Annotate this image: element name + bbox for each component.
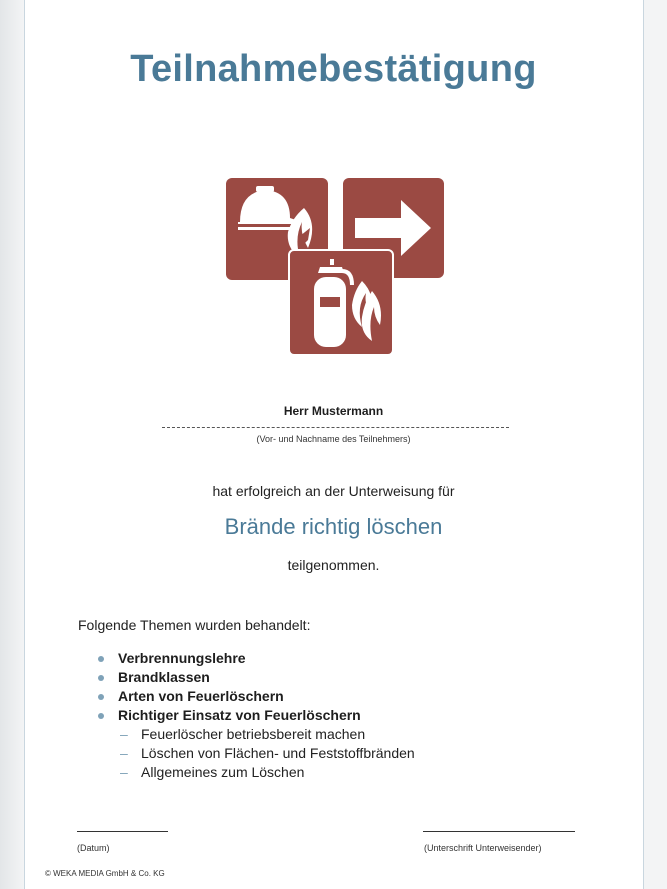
course-title: Brände richtig löschen (224, 514, 443, 539)
topic-label: Brandklassen (118, 669, 210, 685)
topic-label: Verbrennungslehre (118, 650, 246, 666)
dash-icon: – (120, 764, 128, 780)
dash-icon: – (120, 745, 128, 761)
certificate-title: Teilnahmebestätigung (130, 48, 537, 90)
subtopic-label: Feuerlöscher betriebsbereit machen (141, 726, 366, 742)
signature-line (423, 831, 575, 832)
participant-name: Herr Mustermann (283, 404, 384, 418)
name-caption: (Vor- und Nachname des Teilnehmers) (256, 434, 411, 444)
topic-label: Richtiger Einsatz von Feuerlöschern (118, 707, 361, 723)
topic-item (98, 706, 578, 725)
bullet-icon (98, 656, 104, 662)
name-line (162, 427, 509, 428)
bullet-icon (98, 694, 104, 700)
topics-heading: Folgende Themen wurden behandelt: (78, 617, 311, 633)
topic-label: Arten von Feuerlöschern (118, 688, 284, 704)
topics-list (98, 649, 578, 782)
page-edge-left (0, 0, 24, 889)
date-line (77, 831, 168, 832)
signature-caption: (Unterschrift Unterweisender) (424, 843, 542, 853)
topic-item (98, 668, 578, 687)
intro-text: hat erfolgreich an der Unterweisung für (212, 483, 455, 499)
topic-item (98, 687, 578, 706)
date-caption: (Datum) (77, 843, 110, 853)
subtopic-label: Löschen von Flächen- und Feststoffbränden (141, 745, 415, 761)
bullet-icon (98, 675, 104, 681)
subtopic-label: Allgemeines zum Löschen (141, 764, 305, 780)
dash-icon: – (120, 726, 128, 742)
subtopic-item (98, 725, 578, 744)
fire-extinguisher-icon (288, 249, 394, 356)
subtopic-item (98, 744, 578, 763)
bullet-icon (98, 713, 104, 719)
topic-item (98, 649, 578, 668)
subtopic-item (98, 763, 578, 782)
outro-text: teilgenommen. (287, 557, 380, 573)
copyright-notice: © WEKA MEDIA GmbH & Co. KG (45, 869, 165, 878)
